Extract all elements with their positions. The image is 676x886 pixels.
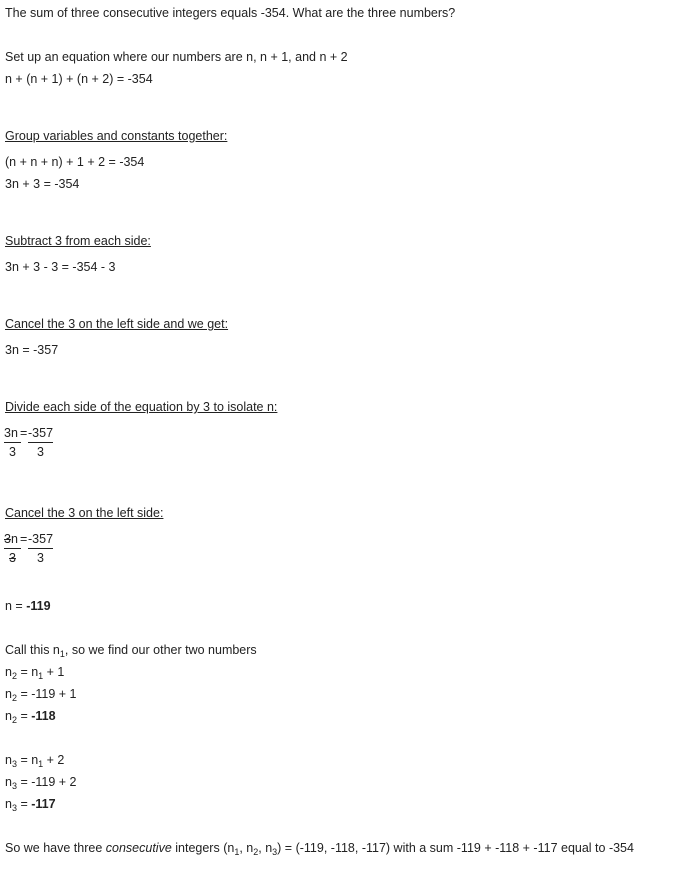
n2-line1-eq: = n: [16, 665, 39, 679]
group-line-1: (n + n + n) + 1 + 2 = -354: [5, 155, 145, 169]
n3-line3-eq: =: [16, 797, 32, 811]
left-denominator: 3: [9, 445, 16, 459]
n-result: [5, 599, 51, 614]
subtract-line-1: 3n + 3 - 3 = -354 - 3: [5, 260, 116, 274]
n3-line-1: [5, 753, 64, 768]
right-numerator: -357: [28, 532, 54, 546]
n2-line-3: [5, 709, 56, 724]
struck-three: 3: [4, 532, 11, 546]
conclusion-e: ) = (-119, -118, -117) with a sum -119 + -118 + -117 equal to -354: [277, 841, 634, 855]
conclusion-a: So we have three: [5, 841, 106, 855]
n3-sub: 3: [11, 803, 17, 813]
conclusion-sub-2: 2: [253, 847, 259, 857]
right-numerator: -357: [28, 426, 54, 440]
cancel-left-heading: Cancel the 3 on the left side:: [5, 506, 164, 520]
n2-line3-eq: =: [16, 709, 32, 723]
n2-sub: 2: [11, 671, 17, 681]
right-fraction: [28, 532, 58, 566]
n3-sym: n: [5, 775, 12, 789]
n3-line1-sub: 1: [38, 759, 44, 769]
call-sub: 1: [59, 649, 65, 659]
conclusion-c: , n: [239, 841, 254, 855]
left-numerator: 3n: [4, 426, 18, 440]
divide-fraction-equation: [4, 426, 64, 460]
n3-sub: 3: [11, 781, 17, 791]
cancel-heading: Cancel the 3 on the left side and we get:: [5, 317, 229, 331]
right-denominator: 3: [37, 445, 44, 459]
left-fraction-bar: [4, 442, 21, 443]
conclusion-italic: consecutive: [105, 841, 172, 855]
cancel-line-1: 3n = -357: [5, 343, 59, 357]
n2-line1-sub: 1: [38, 671, 44, 681]
n2-sym: n: [5, 687, 12, 701]
n-result-value: -119: [26, 599, 51, 613]
n2-sub: 2: [11, 715, 17, 725]
conclusion-sub-3: 3: [272, 847, 278, 857]
variable-n: n: [10, 532, 18, 546]
n3-line-3: [5, 797, 56, 812]
n3-line1-eq: = n: [16, 753, 39, 767]
problem-statement: The sum of three consecutive integers equals -354. What are the three numbers?: [5, 6, 456, 20]
subtract-heading: Subtract 3 from each side:: [5, 234, 151, 248]
cancel-fraction-equation: [4, 532, 64, 566]
n2-line1-tail: + 1: [43, 665, 65, 679]
divide-heading: Divide each side of the equation by 3 to isolate n:: [5, 400, 278, 414]
conclusion-d: , n: [258, 841, 273, 855]
setup-equation: n + (n + 1) + (n + 2) = -354: [5, 72, 153, 86]
n2-value: -118: [31, 709, 56, 723]
n2-sym: n: [5, 665, 12, 679]
group-line-2: 3n + 3 = -354: [5, 177, 80, 191]
n-result-prefix: n =: [5, 599, 27, 613]
n3-sub: 3: [11, 759, 17, 769]
right-fraction: [28, 426, 58, 460]
n3-value: -117: [31, 797, 56, 811]
call-text-b: , so we find our other two numbers: [64, 643, 257, 657]
n3-sym: n: [5, 753, 12, 767]
n3-line2-tail: = -119 + 2: [16, 775, 77, 789]
n3-line1-tail: + 2: [43, 753, 65, 767]
n2-line-2: [5, 687, 77, 702]
left-fraction-bar: [4, 548, 21, 549]
n2-sym: n: [5, 709, 12, 723]
setup-intro: Set up an equation where our numbers are n, n + 1, and n + 2: [5, 50, 348, 64]
call-line: [5, 643, 257, 658]
conclusion-b: integers (n: [171, 841, 235, 855]
right-fraction-bar: [28, 442, 53, 443]
n2-line2-tail: = -119 + 1: [16, 687, 77, 701]
left-denominator-struck: 3: [9, 551, 16, 565]
equals-sign: =: [20, 426, 28, 440]
conclusion-sub-1: 1: [234, 847, 240, 857]
equals-sign: =: [20, 532, 28, 546]
n3-sym: n: [5, 797, 12, 811]
n3-line-2: [5, 775, 77, 790]
left-numerator: [4, 532, 18, 547]
call-text-a: Call this n: [5, 643, 60, 657]
right-denominator: 3: [37, 551, 44, 565]
group-heading: Group variables and constants together:: [5, 129, 228, 143]
conclusion: [5, 841, 634, 856]
right-fraction-bar: [28, 548, 53, 549]
n2-line-1: [5, 665, 64, 680]
n2-sub: 2: [11, 693, 17, 703]
